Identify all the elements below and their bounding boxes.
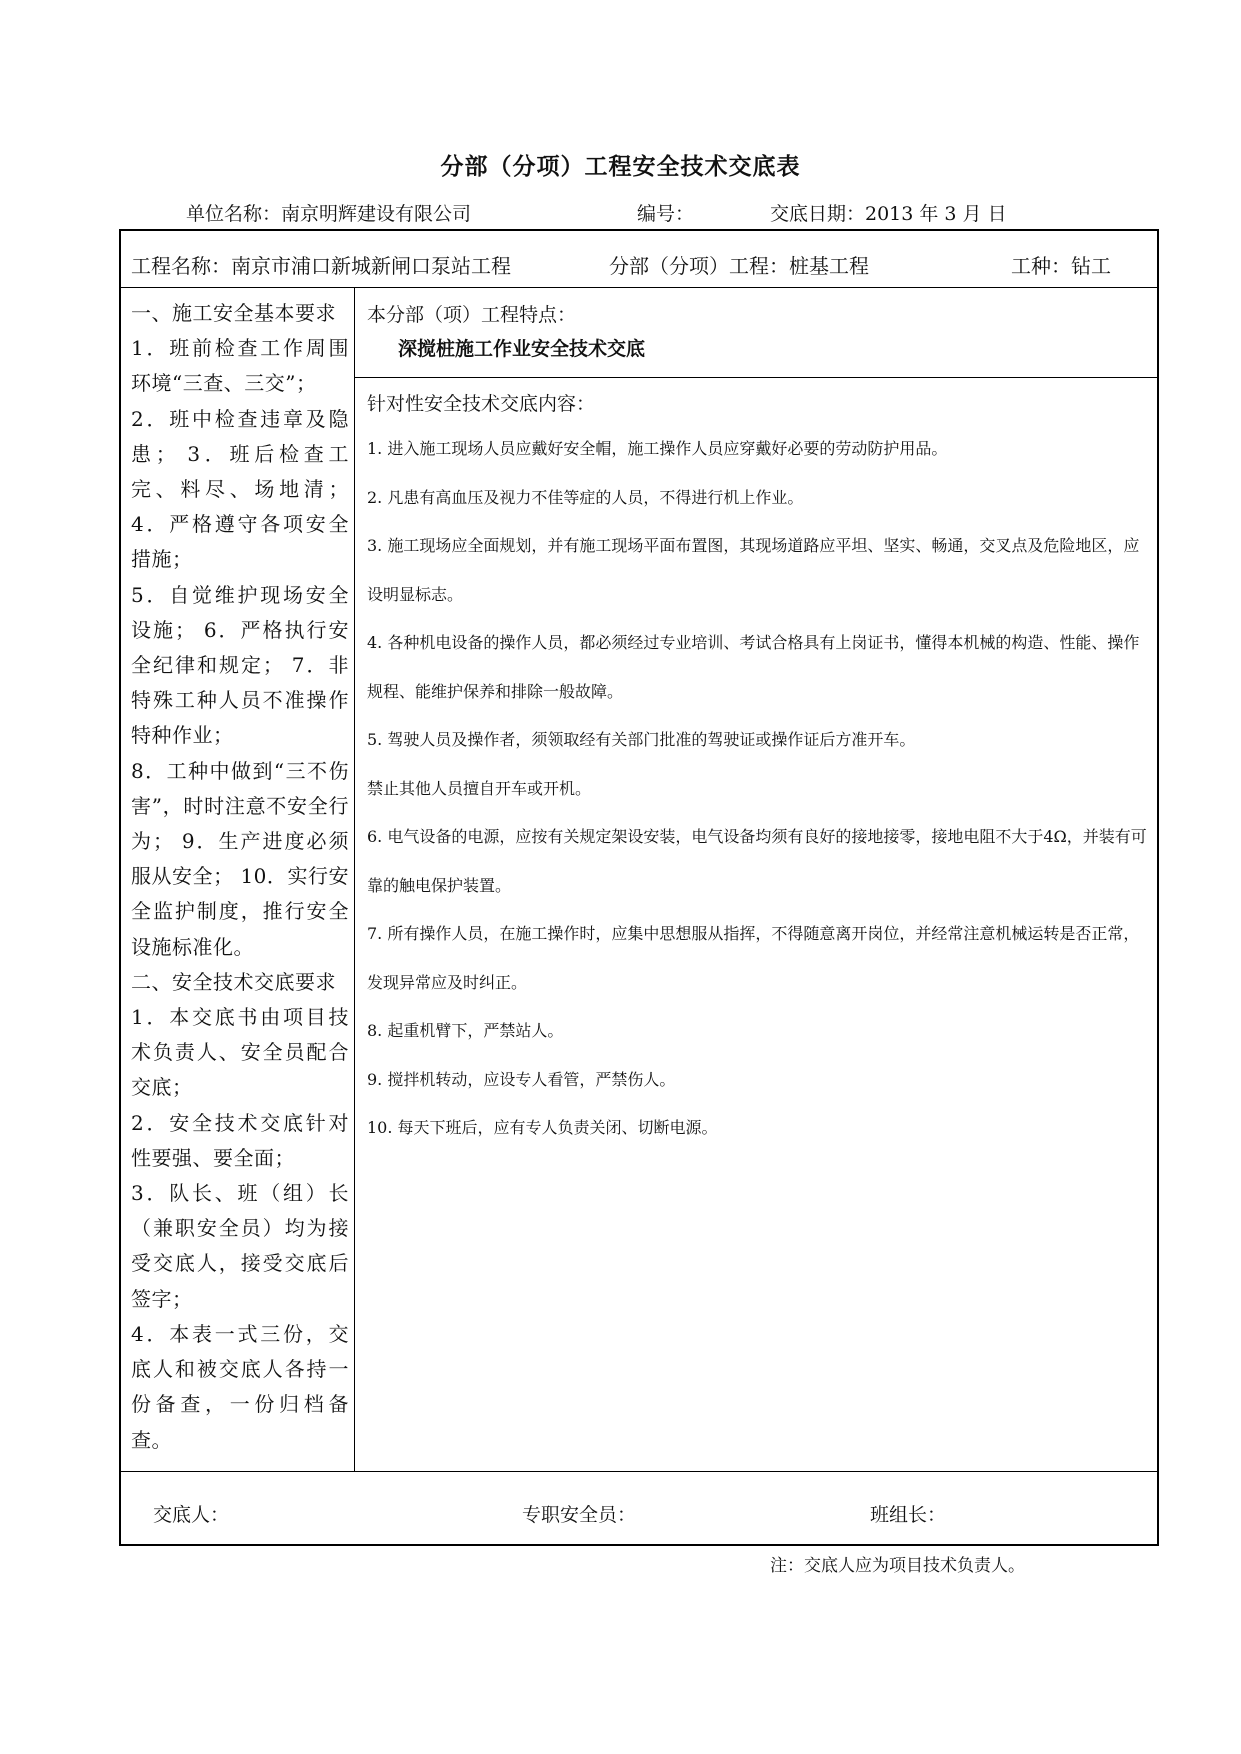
content-item: 3. 施工现场应全面规划，并有施工现场平面布置图，其现场道路应平坦、坚实、畅通，交叉点及危险地区，应设明显标志。 <box>367 536 1140 604</box>
handover-requirement-item: 1．本交底书由项目技术负责人、安全员配合交底； <box>131 1005 349 1100</box>
handover-requirements-heading: 二、安全技术交底要求 <box>131 969 336 994</box>
requirements-column <box>131 296 349 1458</box>
content-item: 4. 各种机电设备的操作人员，都必须经过专业培训、考试合格具有上岗证书，懂得本机械的构造、性能、操作规程、能维护保养和排除一般故障。 <box>367 633 1140 701</box>
handover-date: 交底日期：2013 年 3 月 日 <box>770 203 1007 225</box>
content-item: 6. 电气设备的电源，应按有关规定架设安装，电气设备均须有良好的接地接零，接地电阻不大于4Ω，并装有可靠的触电保护装置。 <box>367 827 1147 895</box>
basic-requirement-item: 5．自觉维护现场安全设施； 6．严格执行安全纪律和规定； 7．非特殊工种人员不准操作特种作业； <box>131 582 349 748</box>
content-item: 8. 起重机臂下，严禁站人。 <box>367 1021 564 1040</box>
basic-requirement-item: 2．班中检查违章及隐患； 3．班后检查工完、料尽、场地清； 4．严格遵守各项安全措施； <box>131 406 349 572</box>
content-item: 7. 所有操作人员，在施工操作时，应集中思想服从指挥，不得随意离开岗位，并经常注意机械运转是否正常，发现异常应及时纠正。 <box>367 924 1140 992</box>
form-title: 分部（分项）工程安全技术交底表 <box>440 154 801 180</box>
features-divider <box>354 377 1159 378</box>
handover-requirement-item: 2．安全技术交底针对性要强、要全面； <box>131 1110 349 1170</box>
column-divider <box>354 287 355 1471</box>
sub-project-name: 分部（分项）工程：桩基工程 <box>609 254 869 278</box>
footnote: 注：交底人应为项目技术负责人。 <box>770 1556 1025 1576</box>
features-value: 深搅桩施工作业安全技术交底 <box>398 338 646 360</box>
basic-requirements-heading: 一、施工安全基本要求 <box>131 301 336 325</box>
trade-name: 工种：钻工 <box>1011 254 1111 278</box>
team-leader-signature: 班组长： <box>870 1504 947 1526</box>
basic-requirement-item: 1．班前检查工作周围环境“三查、三交”； <box>131 336 349 396</box>
content-item: 禁止其他人员擅自开车或开机。 <box>367 778 592 798</box>
content-item: 10. 每天下班后，应有专人负责关闭、切断电源。 <box>367 1118 718 1137</box>
content-item: 2. 凡患有高血压及视力不佳等症的人员，不得进行机上作业。 <box>367 487 804 507</box>
content-label: 针对性安全技术交底内容： <box>367 393 596 415</box>
content-item: 5. 驾驶人员及操作者，须领取经有关部门批准的驾驶证或操作证后方准开车。 <box>367 730 916 749</box>
features-label: 本分部（项）工程特点： <box>367 304 577 326</box>
safety-officer-signature: 专职安全员： <box>522 1504 637 1526</box>
handover-requirement-item: 3．队长、班（组）长（兼职安全员）均为接受交底人，接受交底后签字； <box>131 1181 349 1311</box>
basic-requirement-item: 8．工种中做到“三不伤害”，时时注意不安全行为； 9．生产进度必须服从安全； 10．实行安全监护制度，推行安全设施标准化。 <box>131 758 349 959</box>
form-number: 编号： <box>637 203 695 225</box>
content-list <box>367 425 1153 1153</box>
content-item: 9. 搅拌机转动，应设专人看管，严禁伤人。 <box>367 1069 676 1089</box>
unit-name: 单位名称：南京明辉建设有限公司 <box>186 203 472 225</box>
header-divider <box>119 287 1159 288</box>
handover-requirement-item: 4．本表一式三份，交底人和被交底人各持一份备查，一份归档备查。 <box>131 1321 349 1452</box>
footer-divider <box>119 1471 1159 1472</box>
project-name: 工程名称：南京市浦口新城新闸口泵站工程 <box>131 254 511 278</box>
presenter-signature: 交底人： <box>153 1504 230 1526</box>
content-item: 1. 进入施工现场人员应戴好安全帽，施工操作人员应穿戴好必要的劳动防护用品。 <box>367 439 948 458</box>
